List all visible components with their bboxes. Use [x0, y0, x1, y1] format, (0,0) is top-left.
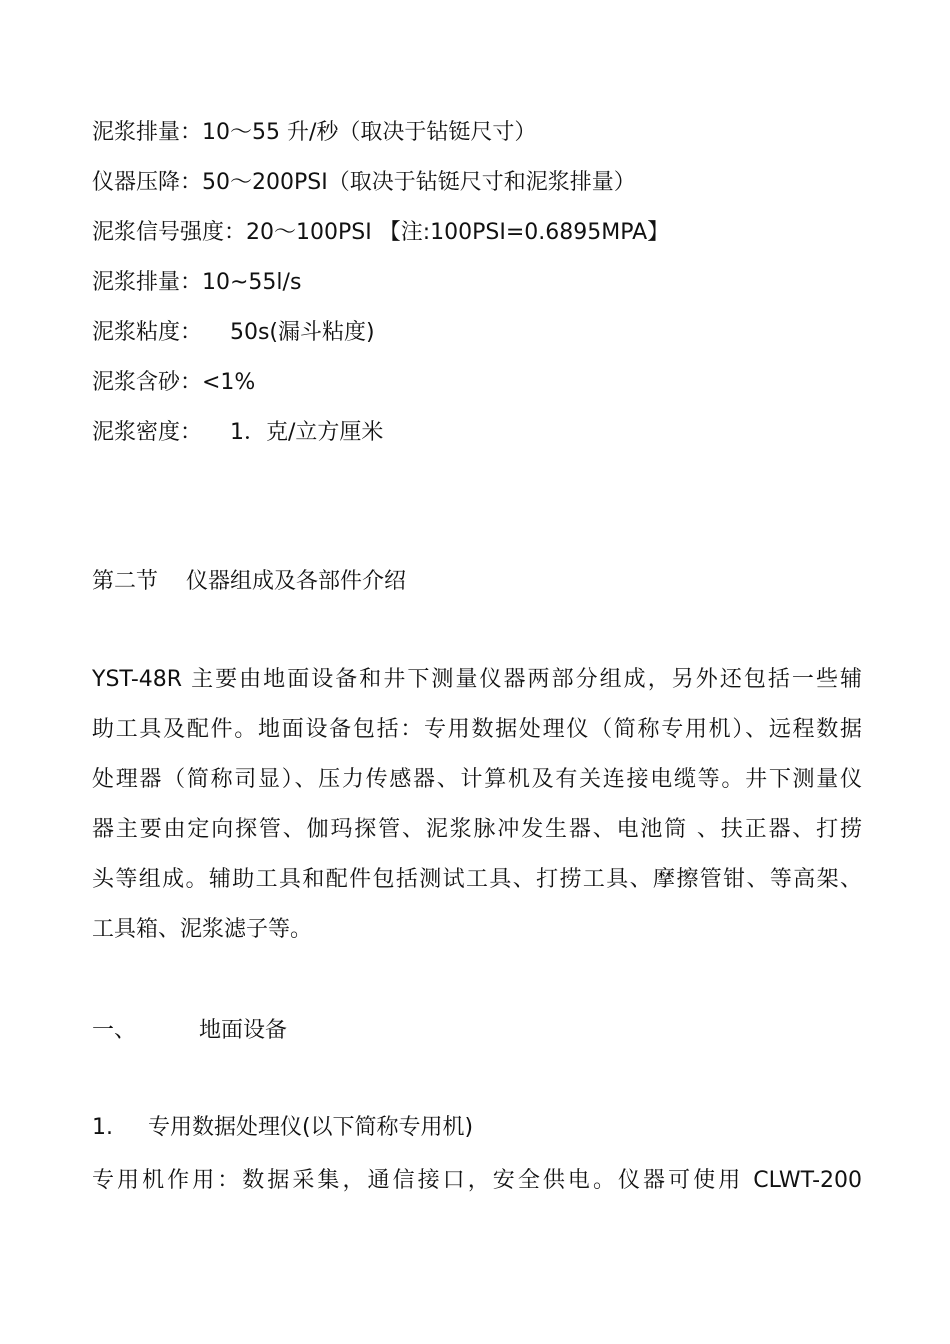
section-heading: 第二节 仪器组成及各部件介绍	[92, 569, 406, 594]
intro-paragraph-line: 助工具及配件。地面设备包括：专用数据处理仪（简称专用机）、远程数据	[92, 717, 862, 742]
spec-line-sand-content: 泥浆含砂：<1%	[92, 370, 256, 395]
spec-line-mud-flow-metric: 泥浆排量：10~55l/s	[92, 270, 302, 295]
spec-line-mud-flow: 泥浆排量：10～55 升/秒（取决于钻铤尺寸）	[92, 120, 537, 145]
final-line: 专用机作用：数据采集，通信接口，安全供电。仪器可使用 CLWT-200	[92, 1168, 862, 1193]
spec-line-mud-density: 泥浆密度： 1．克/立方厘米	[92, 420, 384, 445]
intro-paragraph-line: 器主要由定向探管、伽玛探管、泥浆脉冲发生器、电池筒 、扶正器、打捞	[92, 817, 862, 842]
spec-line-signal-strength: 泥浆信号强度：20～100PSI 【注:100PSI=0.6895MPA】	[92, 220, 670, 245]
item-heading: 1. 专用数据处理仪(以下简称专用机)	[92, 1115, 474, 1140]
intro-paragraph-line: 处理器（简称司显）、压力传感器、计算机及有关连接电缆等。井下测量仪	[92, 767, 862, 792]
intro-paragraph-line: 工具箱、泥浆滤子等。	[92, 917, 313, 942]
intro-paragraph-line: YST-48R 主要由地面设备和井下测量仪器两部分组成，另外还包括一些辅	[92, 667, 862, 692]
subsection-heading: 一、 地面设备	[92, 1018, 287, 1043]
spec-line-mud-viscosity: 泥浆粘度： 50s(漏斗粘度)	[92, 320, 375, 345]
intro-paragraph-line: 头等组成。辅助工具和配件包括测试工具、打捞工具、摩擦管钳、等高架、	[92, 867, 862, 892]
intro-paragraph	[92, 665, 862, 965]
spec-line-pressure-drop: 仪器压降：50～200PSI（取决于钻铤尺寸和泥浆排量）	[92, 170, 636, 195]
